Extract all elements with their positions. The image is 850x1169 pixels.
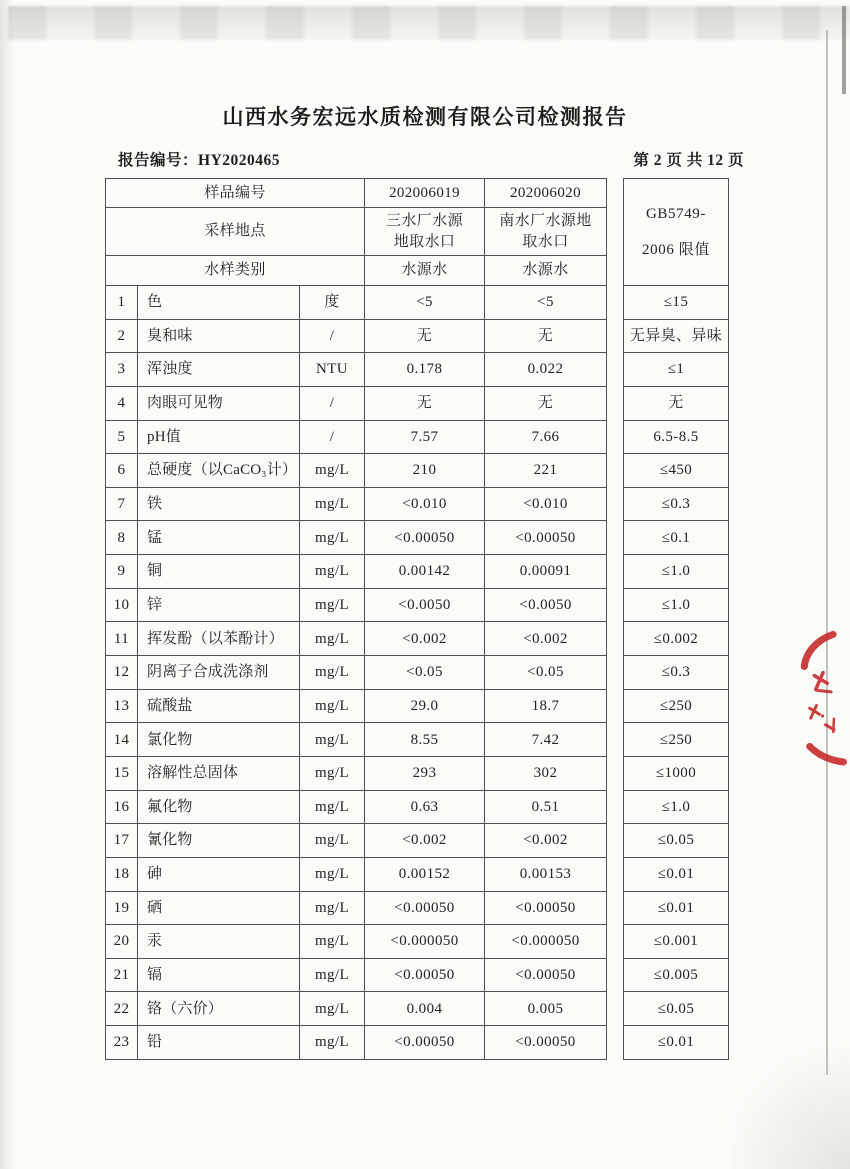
limit-value-cell: ≤1.0 <box>623 791 729 825</box>
row-number-cell: 23 <box>105 1026 138 1060</box>
scan-smudge-top <box>8 6 850 40</box>
sample1-value-cell: 0.00152 <box>365 858 485 892</box>
sample1-value-cell: 7.57 <box>365 421 485 455</box>
parameter-name-cell: 砷 <box>138 858 300 892</box>
report-title: 山西水务宏远水质检测有限公司检测报告 <box>222 106 628 129</box>
limit-value-cell: ≤450 <box>623 454 729 488</box>
parameter-name-cell: 挥发酚（以苯酚计） <box>138 622 300 656</box>
unit-cell: NTU <box>300 353 365 387</box>
unit-cell: mg/L <box>300 1026 365 1060</box>
parameter-name-cell: 硫酸盐 <box>138 690 300 724</box>
sample2-value-cell: <0.00050 <box>485 521 607 555</box>
limit-value-cell: ≤0.005 <box>623 959 729 993</box>
header-label-cell: 样品编号 <box>105 178 365 208</box>
page-indicator: 第 2 页 共 12 页 <box>633 152 744 169</box>
row-number-cell: 7 <box>105 488 138 522</box>
row-number-cell: 2 <box>105 320 138 354</box>
unit-cell: mg/L <box>300 622 365 656</box>
unit-cell: mg/L <box>300 824 365 858</box>
sample2-value-cell: <5 <box>485 286 607 320</box>
sample2-value-cell: 0.51 <box>485 791 607 825</box>
sample2-value-cell: <0.002 <box>485 622 607 656</box>
parameter-name-cell: pH值 <box>138 421 300 455</box>
sample1-header-value: 202006019 <box>365 178 485 208</box>
unit-cell: mg/L <box>300 555 365 589</box>
unit-cell: mg/L <box>300 589 365 623</box>
row-number-cell: 17 <box>105 824 138 858</box>
parameter-name-cell: 锰 <box>138 521 300 555</box>
unit-cell: mg/L <box>300 521 365 555</box>
sample2-value-cell: 0.00153 <box>485 858 607 892</box>
limit-value-cell: ≤0.001 <box>623 925 729 959</box>
sample2-value-cell: <0.05 <box>485 656 607 690</box>
sample2-value-cell: <0.002 <box>485 824 607 858</box>
water-quality-table <box>105 178 729 1060</box>
row-number-cell: 15 <box>105 757 138 791</box>
row-number-cell: 4 <box>105 387 138 421</box>
limit-value-cell: ≤1000 <box>623 757 729 791</box>
row-number-cell: 18 <box>105 858 138 892</box>
parameter-name-cell: 氯化物 <box>138 723 300 757</box>
sample1-value-cell: <0.00050 <box>365 1026 485 1060</box>
sample1-value-cell: <0.002 <box>365 622 485 656</box>
parameter-name-cell: 总硬度（以CaCO₃计） <box>138 454 300 488</box>
scan-mark-top-right <box>842 6 846 94</box>
sample2-value-cell: 0.00091 <box>485 555 607 589</box>
unit-cell: mg/L <box>300 454 365 488</box>
sample1-value-cell: 0.004 <box>365 992 485 1026</box>
limit-value-cell: ≤1.0 <box>623 589 729 623</box>
sample1-value-cell: <0.05 <box>365 656 485 690</box>
parameter-name-cell: 溶解性总固体 <box>138 757 300 791</box>
sample1-value-cell: <0.00050 <box>365 892 485 926</box>
row-number-cell: 16 <box>105 791 138 825</box>
unit-cell: mg/L <box>300 791 365 825</box>
unit-cell: mg/L <box>300 656 365 690</box>
sample1-header-value: 水源水 <box>365 256 485 286</box>
limit-value-cell: 6.5-8.5 <box>623 421 729 455</box>
sample2-value-cell: 无 <box>485 320 607 354</box>
limit-value-cell: 无 <box>623 387 729 421</box>
sample1-value-cell: <0.0050 <box>365 589 485 623</box>
unit-cell: 度 <box>300 286 365 320</box>
paper-edge-line <box>826 30 828 1075</box>
sample1-value-cell: 0.00142 <box>365 555 485 589</box>
report-number-value: HY2020465 <box>198 152 281 169</box>
sample1-value-cell: 8.55 <box>365 723 485 757</box>
sample2-value-cell: 0.022 <box>485 353 607 387</box>
sample2-value-cell: 221 <box>485 454 607 488</box>
sample1-value-cell: 210 <box>365 454 485 488</box>
parameter-name-cell: 色 <box>138 286 300 320</box>
sample1-header-value: 三水厂水源地取水口 <box>365 208 485 256</box>
sample1-value-cell: 无 <box>365 320 485 354</box>
parameter-name-cell: 臭和味 <box>138 320 300 354</box>
row-number-cell: 20 <box>105 925 138 959</box>
report-number-label: 报告编号： <box>118 152 199 169</box>
row-number-cell: 22 <box>105 992 138 1026</box>
unit-cell: / <box>300 421 365 455</box>
limit-value-cell: ≤0.002 <box>623 622 729 656</box>
sample1-value-cell: 293 <box>365 757 485 791</box>
sample2-value-cell: 7.42 <box>485 723 607 757</box>
sample1-value-cell: 29.0 <box>365 690 485 724</box>
parameter-name-cell: 硒 <box>138 892 300 926</box>
sample1-value-cell: <0.000050 <box>365 925 485 959</box>
sample1-value-cell: <0.00050 <box>365 959 485 993</box>
limit-value-cell: ≤0.01 <box>623 1026 729 1060</box>
unit-cell: mg/L <box>300 723 365 757</box>
unit-cell: mg/L <box>300 992 365 1026</box>
sample1-value-cell: <5 <box>365 286 485 320</box>
row-number-cell: 9 <box>105 555 138 589</box>
sample2-value-cell: <0.010 <box>485 488 607 522</box>
limit-value-cell: ≤0.05 <box>623 992 729 1026</box>
limit-value-cell: 无异臭、异味 <box>623 320 729 354</box>
sample1-value-cell: <0.00050 <box>365 521 485 555</box>
sample2-value-cell: 7.66 <box>485 421 607 455</box>
sample2-value-cell: <0.00050 <box>485 959 607 993</box>
sample2-header-value: 202006020 <box>485 178 607 208</box>
header-label-cell: 水样类别 <box>105 256 365 286</box>
unit-cell: mg/L <box>300 959 365 993</box>
parameter-name-cell: 氰化物 <box>138 824 300 858</box>
parameter-name-cell: 汞 <box>138 925 300 959</box>
sample2-value-cell: 无 <box>485 387 607 421</box>
parameter-name-cell: 镉 <box>138 959 300 993</box>
parameter-name-cell: 浑浊度 <box>138 353 300 387</box>
limit-value-cell: ≤0.1 <box>623 521 729 555</box>
limit-value-cell: ≤0.01 <box>623 858 729 892</box>
row-number-cell: 1 <box>105 286 138 320</box>
row-number-cell: 21 <box>105 959 138 993</box>
row-number-cell: 12 <box>105 656 138 690</box>
scan-shadow-left <box>0 0 14 1169</box>
parameter-name-cell: 铁 <box>138 488 300 522</box>
row-number-cell: 5 <box>105 421 138 455</box>
unit-cell: mg/L <box>300 858 365 892</box>
sample1-value-cell: <0.002 <box>365 824 485 858</box>
row-number-cell: 8 <box>105 521 138 555</box>
sample2-value-cell: <0.0050 <box>485 589 607 623</box>
limit-value-cell: ≤1 <box>623 353 729 387</box>
unit-cell: mg/L <box>300 488 365 522</box>
unit-cell: / <box>300 387 365 421</box>
unit-cell: / <box>300 320 365 354</box>
limit-value-cell: ≤15 <box>623 286 729 320</box>
parameter-name-cell: 肉眼可见物 <box>138 387 300 421</box>
sample2-value-cell: <0.000050 <box>485 925 607 959</box>
unit-cell: mg/L <box>300 757 365 791</box>
parameter-name-cell: 氟化物 <box>138 791 300 825</box>
limit-value-cell: ≤1.0 <box>623 555 729 589</box>
limit-header-cell: GB5749- 2006 限值 <box>623 178 729 286</box>
parameter-name-cell: 锌 <box>138 589 300 623</box>
limit-value-cell: ≤0.01 <box>623 892 729 926</box>
unit-cell: mg/L <box>300 925 365 959</box>
parameter-name-cell: 铜 <box>138 555 300 589</box>
parameter-name-cell: 铬（六价） <box>138 992 300 1026</box>
sample1-value-cell: 0.63 <box>365 791 485 825</box>
header-label-cell: 采样地点 <box>105 208 365 256</box>
row-number-cell: 13 <box>105 690 138 724</box>
report-number <box>118 148 280 170</box>
scan-shadow-bottom-right <box>730 1029 850 1169</box>
row-number-cell: 3 <box>105 353 138 387</box>
sample2-value-cell: 0.005 <box>485 992 607 1026</box>
limit-value-cell: ≤250 <box>623 690 729 724</box>
parameter-name-cell: 阴离子合成洗涤剂 <box>138 656 300 690</box>
sample2-header-value: 水源水 <box>485 256 607 286</box>
report-meta-row <box>118 148 744 170</box>
parameter-name-cell: 铅 <box>138 1026 300 1060</box>
limit-value-cell: ≤0.05 <box>623 824 729 858</box>
unit-cell: mg/L <box>300 690 365 724</box>
row-number-cell: 10 <box>105 589 138 623</box>
sample2-header-value: 南水厂水源地取水口 <box>485 208 607 256</box>
red-seal-fragment <box>792 628 850 774</box>
limit-value-cell: ≤0.3 <box>623 656 729 690</box>
row-number-cell: 6 <box>105 454 138 488</box>
sample2-value-cell: 18.7 <box>485 690 607 724</box>
sample1-value-cell: 0.178 <box>365 353 485 387</box>
unit-cell: mg/L <box>300 892 365 926</box>
sample1-value-cell: 无 <box>365 387 485 421</box>
row-number-cell: 19 <box>105 892 138 926</box>
limit-value-cell: ≤250 <box>623 723 729 757</box>
row-number-cell: 11 <box>105 622 138 656</box>
limit-value-cell: ≤0.3 <box>623 488 729 522</box>
sample2-value-cell: 302 <box>485 757 607 791</box>
sample1-value-cell: <0.010 <box>365 488 485 522</box>
sample2-value-cell: <0.00050 <box>485 892 607 926</box>
sample2-value-cell: <0.00050 <box>485 1026 607 1060</box>
row-number-cell: 14 <box>105 723 138 757</box>
